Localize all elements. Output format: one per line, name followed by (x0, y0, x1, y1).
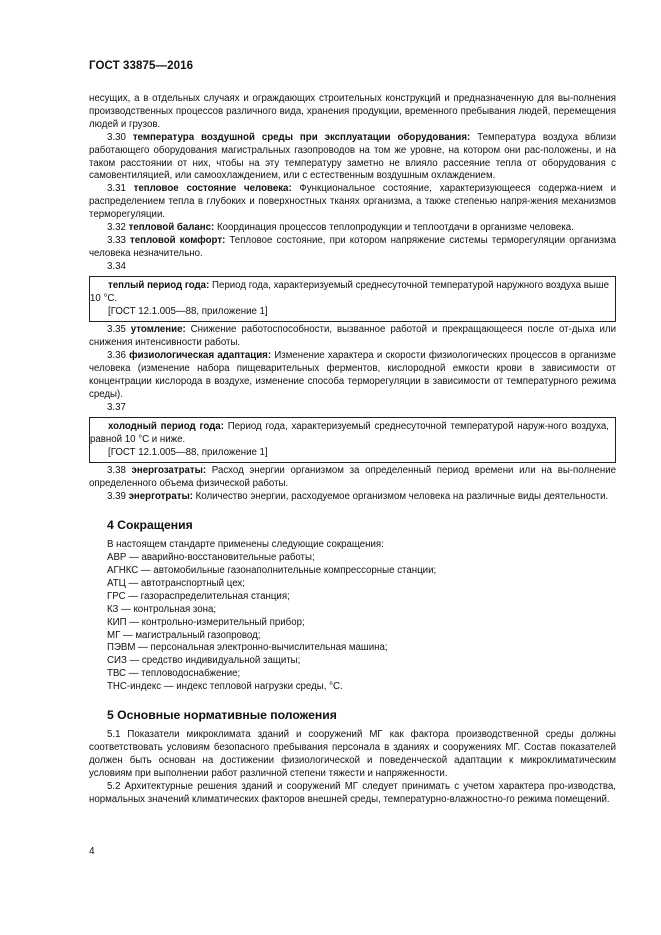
term: теплый период года: (108, 279, 210, 291)
abbreviation-item: ГРС — газораспределительная станция; (107, 590, 290, 602)
definition-text: Изменение характера и скорости физиологических процессов в организме человека (изменение набора пищеварительных ферментов, кислородной емкости крови в зависимости от концентрации кислорода в воздухе, изменение способа терморегуляции в зависимости от температурного режима среды). (89, 350, 616, 400)
definition-text: Температура воздуха вблизи работающего оборудования магистральных газопроводов на том же уровне, на котором они рас-положены, и на таком расстоянии от них, чтобы на эту температуру заметно не влияло рассеяние тепла от оборудования с самовентиляцией, или самоохлаждением, или с естественным воздушным охлаждением. (89, 131, 616, 182)
definition-number: 3.39 (107, 491, 126, 503)
definition-text: Период года, характеризуемый среднесуточной температурой наружного воздуха выше 10 °С. (90, 279, 609, 304)
definition-text: Расход энергии организмом за определенный период времени или на вы-полнение определенного объема физической работы. (89, 465, 616, 490)
abbreviation-item: АТЦ — автотранспортный цех; (107, 577, 245, 589)
definition-number: 3.32 (107, 222, 126, 234)
definition-number-3-34: 3.34 (107, 260, 126, 272)
definition-text: Функциональное состояние, характеризующееся содержа-нием и распределением тепла в глубоких и поверхностных тканях организма, а также степенью напря-жения механизмов терморегуляции. (89, 183, 616, 221)
boxed-definition-3-34 (89, 276, 616, 323)
page-body (89, 93, 616, 807)
abbreviation-item: АВР — аварийно-восстановительные работы; (107, 552, 315, 564)
definition-number: 3.30 (107, 131, 126, 143)
boxed-definition-text (90, 280, 609, 306)
term: холодный период года: (108, 420, 224, 432)
definition-text: Координация процессов теплопродукции и теплоотдачи в организме человека. (214, 222, 574, 234)
definition-3-36 (89, 350, 616, 402)
definition-number: 3.38 (107, 465, 126, 477)
definitions-group-2 (89, 324, 616, 401)
definition-3-35 (89, 324, 616, 350)
definition-3-39 (89, 491, 616, 504)
definition-text: Снижение работоспособности, вызванное работой и прекращающееся после от-дыха или снижения интенсивности работы. (89, 324, 616, 349)
definition-3-33 (89, 235, 616, 261)
definition-number: 3.33 (107, 234, 126, 246)
term: тепловое состояние человека: (133, 183, 292, 195)
abbreviation-item: АГНКС — автомобильные газонаполнительные компрессорные станции; (107, 565, 437, 576)
abbreviations-list (89, 539, 616, 694)
definition-3-32 (89, 222, 616, 235)
clause-5-2: 5.2 Архитектурные решения зданий и сооружений МГ следует принимать с учетом характера про-изводства, нормальных значений климатических факторов внешней среды, температурно-влажностно-го режима помещений. (89, 780, 616, 805)
abbreviation-item: ТНС-индекс — индекс тепловой нагрузки среды, °С. (107, 681, 343, 693)
abbreviation-item: КЗ — контрольная зона; (107, 603, 217, 615)
abbreviation-item: МГ — магистральный газопровод; (107, 629, 261, 641)
term: энерготраты: (128, 491, 193, 503)
term: тепловой баланс: (128, 222, 215, 234)
clause-5-1: 5.1 Показатели микроклимата зданий и сооружений МГ как фактора производственной среды должны соответствовать условиям безопасного пребывания персонала в зданиях и сооружениях МГ. Состав показателей должен быть основан на достижении физиологической и поведенческой адаптации к микроклиматическим условиям при выполнении работ различной степени тяжести и напряженности. (89, 729, 616, 779)
standard-header: ГОСТ 33875—2016 (89, 60, 194, 72)
abbreviation-item: КИП — контрольно-измерительный прибор; (107, 616, 305, 628)
section-5-title: 5 Основные нормативные положения (107, 708, 337, 723)
term: физиологическая адаптация: (129, 350, 272, 362)
boxed-definition-3-37 (89, 417, 616, 464)
term: температура воздушной среды при эксплуатации оборудования: (132, 131, 471, 143)
section-4-title: 4 Сокращения (107, 518, 193, 533)
reference: [ГОСТ 12.1.005—88, приложение 1] (108, 446, 268, 458)
abbreviations-intro: В настоящем стандарте применены следующие сокращения: (107, 539, 384, 551)
reference: [ГОСТ 12.1.005—88, приложение 1] (108, 305, 268, 317)
definition-3-30 (89, 132, 616, 184)
definition-text: Период года, характеризуемый среднесуточной температурой наруж-ного воздуха, равной 10 °С и ниже. (90, 420, 610, 445)
page-number: 4 (89, 846, 95, 857)
definition-3-31 (89, 183, 616, 222)
term: тепловой комфорт: (129, 234, 226, 246)
abbreviation-item: ПЭВМ — персональная электронно-вычислительная машина; (107, 642, 388, 654)
term: утомление: (130, 324, 186, 336)
definition-text: Количество энергии, расходуемое организмом человека на различные виды деятельности. (192, 491, 609, 503)
boxed-definition-text (90, 421, 609, 447)
abbreviation-item: ТВС — тепловодоснабжение; (107, 668, 241, 680)
definition-number: 3.36 (107, 350, 126, 362)
definitions-group-3 (89, 465, 616, 504)
continuation-paragraph: несущих, а в отдельных случаях и ограждающих строительных конструкций и предназначенную для вы-полнения производственных процессов различного вида, хранения продукции, временного пребывания людей, перемещения людей и грузов. (89, 93, 616, 130)
definition-number: 3.35 (107, 324, 126, 336)
term: энергозатраты: (131, 465, 207, 477)
definitions-group-1 (89, 132, 616, 261)
abbreviation-item: СИЗ — средство индивидуальной защиты; (107, 655, 301, 667)
definition-3-38 (89, 465, 616, 491)
definition-text: Тепловое состояние, при котором напряжение системы терморегуляции организма человека незначительно. (89, 234, 616, 259)
definition-number: 3.31 (107, 183, 126, 195)
definition-number-3-37: 3.37 (107, 401, 126, 413)
